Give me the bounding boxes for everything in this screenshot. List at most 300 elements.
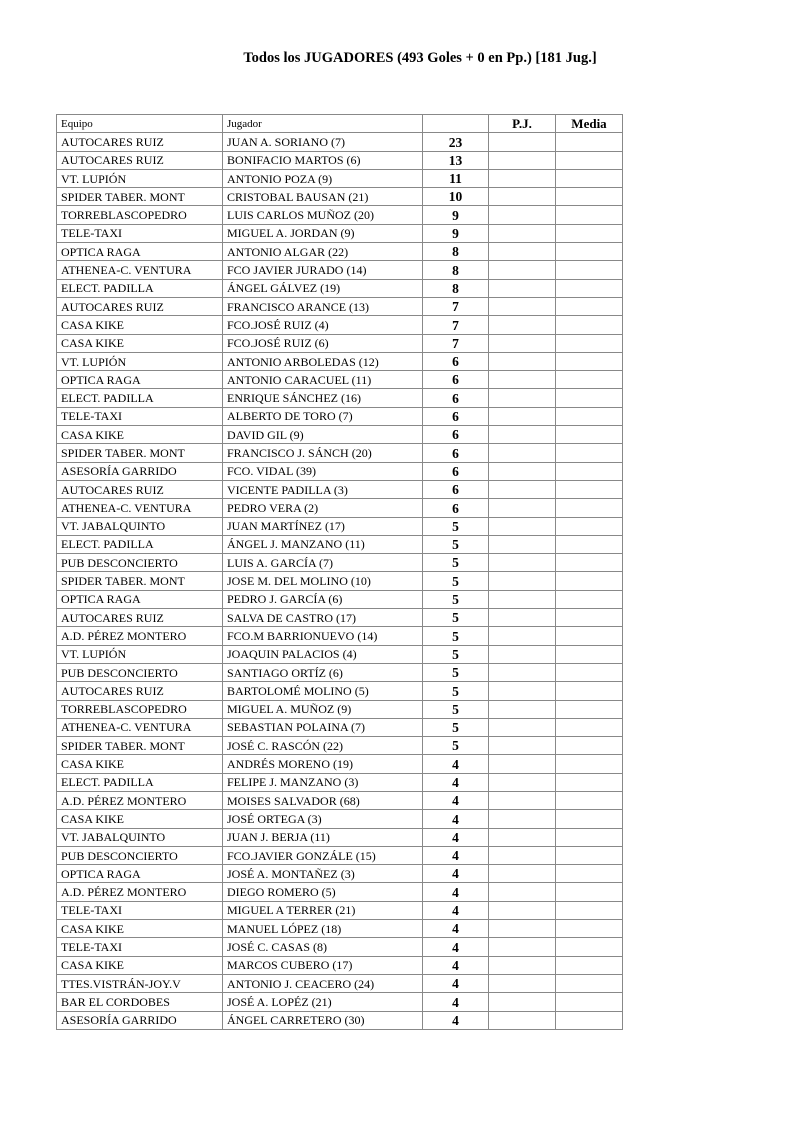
player-cell: JOSÉ ORTEGA (3) bbox=[223, 810, 423, 828]
header-media: Media bbox=[556, 115, 623, 133]
team-cell: PUB DESCONCIERTO bbox=[57, 846, 223, 864]
pj-cell bbox=[489, 828, 556, 846]
goals-cell: 5 bbox=[423, 590, 489, 608]
pj-cell bbox=[489, 956, 556, 974]
goals-cell: 4 bbox=[423, 828, 489, 846]
pj-cell bbox=[489, 499, 556, 517]
goals-cell: 7 bbox=[423, 316, 489, 334]
team-cell: ELECT. PADILLA bbox=[57, 773, 223, 791]
pj-cell bbox=[489, 243, 556, 261]
pj-cell bbox=[489, 554, 556, 572]
goals-cell: 4 bbox=[423, 791, 489, 809]
player-cell: ANTONIO ALGAR (22) bbox=[223, 243, 423, 261]
player-cell: ÁNGEL J. MANZANO (11) bbox=[223, 535, 423, 553]
table-row bbox=[57, 901, 623, 919]
media-cell bbox=[556, 846, 623, 864]
table-row bbox=[57, 682, 623, 700]
player-cell: JOSÉ C. RASCÓN (22) bbox=[223, 737, 423, 755]
media-cell bbox=[556, 297, 623, 315]
table-row bbox=[57, 810, 623, 828]
table-row bbox=[57, 462, 623, 480]
pj-cell bbox=[489, 773, 556, 791]
media-cell bbox=[556, 151, 623, 169]
goals-cell: 11 bbox=[423, 169, 489, 187]
goals-cell: 4 bbox=[423, 846, 489, 864]
table-row bbox=[57, 535, 623, 553]
team-cell: ATHENEA-C. VENTURA bbox=[57, 499, 223, 517]
pj-cell bbox=[489, 316, 556, 334]
team-cell: OPTICA RAGA bbox=[57, 865, 223, 883]
table-row bbox=[57, 517, 623, 535]
player-cell: DIEGO ROMERO (5) bbox=[223, 883, 423, 901]
team-cell: CASA KIKE bbox=[57, 334, 223, 352]
goals-cell: 4 bbox=[423, 810, 489, 828]
table-row bbox=[57, 773, 623, 791]
table-row bbox=[57, 389, 623, 407]
player-cell: FCO.JOSÉ RUIZ (4) bbox=[223, 316, 423, 334]
goals-cell: 5 bbox=[423, 663, 489, 681]
table-row bbox=[57, 920, 623, 938]
table-row bbox=[57, 206, 623, 224]
team-cell: CASA KIKE bbox=[57, 316, 223, 334]
media-cell bbox=[556, 755, 623, 773]
team-cell: A.D. PÉREZ MONTERO bbox=[57, 883, 223, 901]
media-cell bbox=[556, 480, 623, 498]
media-cell bbox=[556, 352, 623, 370]
team-cell: VT. JABALQUINTO bbox=[57, 828, 223, 846]
player-cell: SALVA DE CASTRO (17) bbox=[223, 609, 423, 627]
table-row bbox=[57, 224, 623, 242]
player-cell: FCO JAVIER JURADO (14) bbox=[223, 261, 423, 279]
player-cell: JOAQUIN PALACIOS (4) bbox=[223, 645, 423, 663]
pj-cell bbox=[489, 993, 556, 1011]
team-cell: VT. LUPIÓN bbox=[57, 169, 223, 187]
pj-cell bbox=[489, 188, 556, 206]
team-cell: ELECT. PADILLA bbox=[57, 279, 223, 297]
table-row bbox=[57, 426, 623, 444]
player-cell: FCO.JOSÉ RUIZ (6) bbox=[223, 334, 423, 352]
player-cell: ANTONIO CARACUEL (11) bbox=[223, 371, 423, 389]
player-cell: BARTOLOMÉ MOLINO (5) bbox=[223, 682, 423, 700]
team-cell: TORREBLASCOPEDRO bbox=[57, 206, 223, 224]
team-cell: CASA KIKE bbox=[57, 956, 223, 974]
team-cell: SPIDER TABER. MONT bbox=[57, 737, 223, 755]
table-row bbox=[57, 883, 623, 901]
goals-cell: 6 bbox=[423, 371, 489, 389]
goals-cell: 5 bbox=[423, 645, 489, 663]
media-cell bbox=[556, 535, 623, 553]
header-goals bbox=[423, 115, 489, 133]
media-cell bbox=[556, 956, 623, 974]
team-cell: VT. LUPIÓN bbox=[57, 645, 223, 663]
goals-cell: 9 bbox=[423, 206, 489, 224]
goals-cell: 4 bbox=[423, 974, 489, 992]
media-cell bbox=[556, 828, 623, 846]
table-row bbox=[57, 297, 623, 315]
media-cell bbox=[556, 407, 623, 425]
table-row bbox=[57, 938, 623, 956]
media-cell bbox=[556, 590, 623, 608]
pj-cell bbox=[489, 682, 556, 700]
table-row bbox=[57, 279, 623, 297]
player-cell: VICENTE PADILLA (3) bbox=[223, 480, 423, 498]
media-cell bbox=[556, 737, 623, 755]
team-cell: AUTOCARES RUIZ bbox=[57, 297, 223, 315]
player-cell: JUAN MARTÍNEZ (17) bbox=[223, 517, 423, 535]
goals-cell: 4 bbox=[423, 1011, 489, 1029]
goals-cell: 9 bbox=[423, 224, 489, 242]
pj-cell bbox=[489, 645, 556, 663]
pj-cell bbox=[489, 389, 556, 407]
pj-cell bbox=[489, 791, 556, 809]
goals-cell: 4 bbox=[423, 993, 489, 1011]
table-row bbox=[57, 718, 623, 736]
media-cell bbox=[556, 974, 623, 992]
goals-cell: 4 bbox=[423, 755, 489, 773]
pj-cell bbox=[489, 974, 556, 992]
team-cell: ASESORÍA GARRIDO bbox=[57, 462, 223, 480]
team-cell: CASA KIKE bbox=[57, 920, 223, 938]
goals-cell: 7 bbox=[423, 334, 489, 352]
media-cell bbox=[556, 663, 623, 681]
pj-cell bbox=[489, 846, 556, 864]
table-row bbox=[57, 663, 623, 681]
pj-cell bbox=[489, 938, 556, 956]
table-row bbox=[57, 352, 623, 370]
table-row bbox=[57, 865, 623, 883]
pj-cell bbox=[489, 572, 556, 590]
team-cell: SPIDER TABER. MONT bbox=[57, 572, 223, 590]
media-cell bbox=[556, 554, 623, 572]
media-cell bbox=[556, 517, 623, 535]
team-cell: TTES.VISTRÁN-JOY.V bbox=[57, 974, 223, 992]
goals-cell: 6 bbox=[423, 444, 489, 462]
player-cell: JOSE M. DEL MOLINO (10) bbox=[223, 572, 423, 590]
pj-cell bbox=[489, 444, 556, 462]
table-row bbox=[57, 572, 623, 590]
media-cell bbox=[556, 700, 623, 718]
player-cell: ANTONIO ARBOLEDAS (12) bbox=[223, 352, 423, 370]
table-row bbox=[57, 700, 623, 718]
table-row bbox=[57, 334, 623, 352]
player-cell: FCO.JAVIER GONZÁLE (15) bbox=[223, 846, 423, 864]
table-row bbox=[57, 316, 623, 334]
team-cell: ELECT. PADILLA bbox=[57, 389, 223, 407]
media-cell bbox=[556, 334, 623, 352]
media-cell bbox=[556, 462, 623, 480]
player-cell: BONIFACIO MARTOS (6) bbox=[223, 151, 423, 169]
player-cell: ANTONIO J. CEACERO (24) bbox=[223, 974, 423, 992]
player-cell: JOSÉ A. LOPÉZ (21) bbox=[223, 993, 423, 1011]
pj-cell bbox=[489, 261, 556, 279]
goals-cell: 5 bbox=[423, 700, 489, 718]
pj-cell bbox=[489, 865, 556, 883]
pj-cell bbox=[489, 700, 556, 718]
goals-cell: 6 bbox=[423, 462, 489, 480]
table-row bbox=[57, 627, 623, 645]
media-cell bbox=[556, 169, 623, 187]
team-cell: VT. JABALQUINTO bbox=[57, 517, 223, 535]
media-cell bbox=[556, 627, 623, 645]
goals-cell: 4 bbox=[423, 883, 489, 901]
player-cell: MANUEL LÓPEZ (18) bbox=[223, 920, 423, 938]
media-cell bbox=[556, 316, 623, 334]
table-row bbox=[57, 407, 623, 425]
goals-cell: 6 bbox=[423, 407, 489, 425]
player-cell: JUAN J. BERJA (11) bbox=[223, 828, 423, 846]
media-cell bbox=[556, 261, 623, 279]
goals-cell: 23 bbox=[423, 133, 489, 151]
goals-cell: 8 bbox=[423, 279, 489, 297]
team-cell: TELE-TAXI bbox=[57, 938, 223, 956]
goals-cell: 4 bbox=[423, 865, 489, 883]
team-cell: ATHENEA-C. VENTURA bbox=[57, 718, 223, 736]
media-cell bbox=[556, 444, 623, 462]
goals-cell: 5 bbox=[423, 627, 489, 645]
team-cell: OPTICA RAGA bbox=[57, 243, 223, 261]
goals-cell: 13 bbox=[423, 151, 489, 169]
media-cell bbox=[556, 645, 623, 663]
player-cell: ÁNGEL GÁLVEZ (19) bbox=[223, 279, 423, 297]
player-cell: CRISTOBAL BAUSAN (21) bbox=[223, 188, 423, 206]
pj-cell bbox=[489, 169, 556, 187]
media-cell bbox=[556, 718, 623, 736]
table-row bbox=[57, 755, 623, 773]
player-cell: LUIS CARLOS MUÑOZ (20) bbox=[223, 206, 423, 224]
player-cell: MOISES SALVADOR (68) bbox=[223, 791, 423, 809]
media-cell bbox=[556, 609, 623, 627]
pj-cell bbox=[489, 224, 556, 242]
team-cell: AUTOCARES RUIZ bbox=[57, 609, 223, 627]
pj-cell bbox=[489, 535, 556, 553]
team-cell: CASA KIKE bbox=[57, 426, 223, 444]
pj-cell bbox=[489, 206, 556, 224]
table-row bbox=[57, 828, 623, 846]
pj-cell bbox=[489, 334, 556, 352]
table-row bbox=[57, 243, 623, 261]
header-player: Jugador bbox=[223, 115, 423, 133]
table-row bbox=[57, 590, 623, 608]
player-cell: FCO. VIDAL (39) bbox=[223, 462, 423, 480]
table-row bbox=[57, 609, 623, 627]
table-header-row bbox=[57, 115, 623, 133]
player-cell: SANTIAGO ORTÍZ (6) bbox=[223, 663, 423, 681]
player-cell: PEDRO J. GARCÍA (6) bbox=[223, 590, 423, 608]
team-cell: OPTICA RAGA bbox=[57, 590, 223, 608]
player-cell: LUIS A. GARCÍA (7) bbox=[223, 554, 423, 572]
player-cell: JOSÉ A. MONTAÑEZ (3) bbox=[223, 865, 423, 883]
media-cell bbox=[556, 920, 623, 938]
goals-cell: 6 bbox=[423, 499, 489, 517]
pj-cell bbox=[489, 480, 556, 498]
player-cell: ÁNGEL CARRETERO (30) bbox=[223, 1011, 423, 1029]
team-cell: A.D. PÉREZ MONTERO bbox=[57, 791, 223, 809]
media-cell bbox=[556, 883, 623, 901]
pj-cell bbox=[489, 151, 556, 169]
team-cell: ELECT. PADILLA bbox=[57, 535, 223, 553]
player-cell: ANTONIO POZA (9) bbox=[223, 169, 423, 187]
table-row bbox=[57, 737, 623, 755]
media-cell bbox=[556, 682, 623, 700]
player-cell: FELIPE J. MANZANO (3) bbox=[223, 773, 423, 791]
team-cell: PUB DESCONCIERTO bbox=[57, 663, 223, 681]
team-cell: AUTOCARES RUIZ bbox=[57, 151, 223, 169]
media-cell bbox=[556, 279, 623, 297]
pj-cell bbox=[489, 297, 556, 315]
media-cell bbox=[556, 865, 623, 883]
player-cell: JUAN A. SORIANO (7) bbox=[223, 133, 423, 151]
page-title: Todos los JUGADORES (493 Goles + 0 en Pp.) [181 Jug.] bbox=[243, 50, 597, 66]
table-row bbox=[57, 1011, 623, 1029]
player-cell: DAVID GIL (9) bbox=[223, 426, 423, 444]
table-row bbox=[57, 791, 623, 809]
pj-cell bbox=[489, 920, 556, 938]
player-cell: ENRIQUE SÁNCHEZ (16) bbox=[223, 389, 423, 407]
table-row bbox=[57, 956, 623, 974]
pj-cell bbox=[489, 352, 556, 370]
pj-cell bbox=[489, 663, 556, 681]
media-cell bbox=[556, 938, 623, 956]
team-cell: TELE-TAXI bbox=[57, 407, 223, 425]
pj-cell bbox=[489, 609, 556, 627]
media-cell bbox=[556, 389, 623, 407]
player-cell: ALBERTO DE TORO (7) bbox=[223, 407, 423, 425]
goals-cell: 4 bbox=[423, 956, 489, 974]
pj-cell bbox=[489, 755, 556, 773]
table-row bbox=[57, 261, 623, 279]
goals-cell: 5 bbox=[423, 572, 489, 590]
goals-cell: 4 bbox=[423, 920, 489, 938]
goals-cell: 5 bbox=[423, 554, 489, 572]
team-cell: OPTICA RAGA bbox=[57, 371, 223, 389]
team-cell: AUTOCARES RUIZ bbox=[57, 480, 223, 498]
team-cell: SPIDER TABER. MONT bbox=[57, 188, 223, 206]
media-cell bbox=[556, 810, 623, 828]
goals-cell: 6 bbox=[423, 426, 489, 444]
pj-cell bbox=[489, 737, 556, 755]
goals-cell: 6 bbox=[423, 389, 489, 407]
goals-cell: 4 bbox=[423, 901, 489, 919]
team-cell: CASA KIKE bbox=[57, 810, 223, 828]
player-cell: MARCOS CUBERO (17) bbox=[223, 956, 423, 974]
media-cell bbox=[556, 371, 623, 389]
table-row bbox=[57, 554, 623, 572]
media-cell bbox=[556, 1011, 623, 1029]
pj-cell bbox=[489, 810, 556, 828]
goals-cell: 10 bbox=[423, 188, 489, 206]
goals-cell: 5 bbox=[423, 535, 489, 553]
player-cell: SEBASTIAN POLAINA (7) bbox=[223, 718, 423, 736]
goals-cell: 4 bbox=[423, 773, 489, 791]
media-cell bbox=[556, 993, 623, 1011]
pj-cell bbox=[489, 1011, 556, 1029]
team-cell: A.D. PÉREZ MONTERO bbox=[57, 627, 223, 645]
player-cell: FRANCISCO J. SÁNCH (20) bbox=[223, 444, 423, 462]
media-cell bbox=[556, 773, 623, 791]
team-cell: BAR EL CORDOBES bbox=[57, 993, 223, 1011]
pj-cell bbox=[489, 718, 556, 736]
media-cell bbox=[556, 224, 623, 242]
team-cell: SPIDER TABER. MONT bbox=[57, 444, 223, 462]
table-row bbox=[57, 846, 623, 864]
scorers-table bbox=[56, 114, 623, 1030]
goals-cell: 8 bbox=[423, 261, 489, 279]
player-cell: FCO.M BARRIONUEVO (14) bbox=[223, 627, 423, 645]
header-pj: P.J. bbox=[489, 115, 556, 133]
team-cell: ATHENEA-C. VENTURA bbox=[57, 261, 223, 279]
pj-cell bbox=[489, 279, 556, 297]
media-cell bbox=[556, 499, 623, 517]
pj-cell bbox=[489, 133, 556, 151]
pj-cell bbox=[489, 462, 556, 480]
pj-cell bbox=[489, 627, 556, 645]
goals-cell: 4 bbox=[423, 938, 489, 956]
table-row bbox=[57, 444, 623, 462]
table-row bbox=[57, 169, 623, 187]
team-cell: VT. LUPIÓN bbox=[57, 352, 223, 370]
header-team: Equipo bbox=[57, 115, 223, 133]
pj-cell bbox=[489, 426, 556, 444]
team-cell: ASESORÍA GARRIDO bbox=[57, 1011, 223, 1029]
goals-cell: 5 bbox=[423, 682, 489, 700]
pj-cell bbox=[489, 883, 556, 901]
team-cell: PUB DESCONCIERTO bbox=[57, 554, 223, 572]
pj-cell bbox=[489, 407, 556, 425]
media-cell bbox=[556, 243, 623, 261]
player-cell: MIGUEL A. JORDAN (9) bbox=[223, 224, 423, 242]
media-cell bbox=[556, 426, 623, 444]
media-cell bbox=[556, 133, 623, 151]
table-row bbox=[57, 645, 623, 663]
player-cell: MIGUEL A. MUÑOZ (9) bbox=[223, 700, 423, 718]
team-cell: TELE-TAXI bbox=[57, 901, 223, 919]
goals-cell: 7 bbox=[423, 297, 489, 315]
media-cell bbox=[556, 901, 623, 919]
table-row bbox=[57, 151, 623, 169]
team-cell: TORREBLASCOPEDRO bbox=[57, 700, 223, 718]
goals-cell: 5 bbox=[423, 609, 489, 627]
media-cell bbox=[556, 572, 623, 590]
goals-cell: 5 bbox=[423, 517, 489, 535]
table-row bbox=[57, 974, 623, 992]
player-cell: ANDRÉS MORENO (19) bbox=[223, 755, 423, 773]
media-cell bbox=[556, 206, 623, 224]
table-row bbox=[57, 499, 623, 517]
pj-cell bbox=[489, 371, 556, 389]
table-row bbox=[57, 188, 623, 206]
pj-cell bbox=[489, 517, 556, 535]
goals-cell: 5 bbox=[423, 737, 489, 755]
player-cell: MIGUEL A TERRER (21) bbox=[223, 901, 423, 919]
player-cell: JOSÉ C. CASAS (8) bbox=[223, 938, 423, 956]
player-cell: FRANCISCO ARANCE (13) bbox=[223, 297, 423, 315]
table-row bbox=[57, 133, 623, 151]
pj-cell bbox=[489, 590, 556, 608]
goals-cell: 5 bbox=[423, 718, 489, 736]
team-cell: TELE-TAXI bbox=[57, 224, 223, 242]
table-row bbox=[57, 371, 623, 389]
goals-cell: 6 bbox=[423, 480, 489, 498]
pj-cell bbox=[489, 901, 556, 919]
media-cell bbox=[556, 791, 623, 809]
team-cell: AUTOCARES RUIZ bbox=[57, 133, 223, 151]
table-row bbox=[57, 480, 623, 498]
goals-cell: 6 bbox=[423, 352, 489, 370]
goals-cell: 8 bbox=[423, 243, 489, 261]
team-cell: CASA KIKE bbox=[57, 755, 223, 773]
table-row bbox=[57, 993, 623, 1011]
media-cell bbox=[556, 188, 623, 206]
